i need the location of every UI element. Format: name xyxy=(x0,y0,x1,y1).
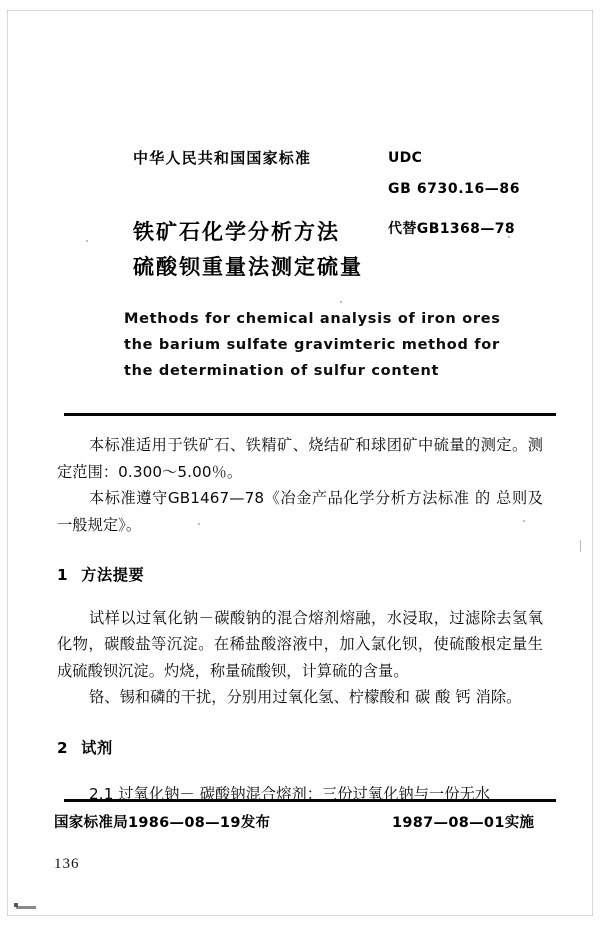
spacer xyxy=(57,589,543,605)
standard-number: GB 6730.16—86 xyxy=(388,181,521,197)
section-1-paragraph-2: 铬、锡和磷的干扰，分别用过氧化氢、柠檬酸和 碳 酸 钙 消除。 xyxy=(89,688,522,706)
scan-speckle xyxy=(340,301,342,303)
document-body xyxy=(57,432,543,808)
english-title-block xyxy=(124,306,524,384)
spacer xyxy=(57,761,543,781)
section-1-paragraph-1: 试样以过氧化钠－碳酸钠的混合熔剂熔融，水浸取，过滤除去氢氧化物，碳酸盐等沉淀。在稀盐酸溶液中，加入氯化钡，使硫酸根定量生成硫酸钡沉淀。灼烧，称量硫酸钡，计算硫的含量。 xyxy=(57,608,543,680)
masthead-right-column xyxy=(388,148,588,239)
masthead-left-column xyxy=(133,148,383,284)
section-heading-2 xyxy=(57,735,543,762)
issue-date: 国家标准局1986—08—19发布 xyxy=(54,815,271,831)
spacer xyxy=(57,711,543,735)
issuing-organization: 中华人民共和国国家标准 xyxy=(133,149,312,167)
english-title-line-1: Methods for chemical analysis of iron ores xyxy=(124,311,501,327)
implementation-date: 1987—08—01实施 xyxy=(392,815,535,831)
supersedes-reference: 代替GB1368—78 xyxy=(388,221,516,237)
scan-speckle xyxy=(580,540,581,552)
scan-speckle xyxy=(86,240,88,242)
spacer xyxy=(57,538,543,562)
english-title-line-2: the barium sulfate gravimteric method for xyxy=(124,337,500,353)
page-number: 136 xyxy=(54,856,80,872)
scan-edge-left xyxy=(7,10,8,916)
page-footer xyxy=(0,812,600,842)
document-title-line-2: 硫酸钡重量法测定硫量 xyxy=(133,255,363,279)
section-2-item-2-1: 2.1 过氧化钠－ 碳酸钠混合熔剂：三份过氧化钠与一份无水 xyxy=(89,785,491,803)
scan-corner-dot xyxy=(14,903,18,907)
section-number-1: 1 xyxy=(57,566,69,584)
scope-paragraph: 本标准适用于铁矿石、铁精矿、烧结矿和球团矿中硫量的测定。测定范围：0.300～5.00％。 xyxy=(57,436,543,481)
english-title-line-3: the determination of sulfur content xyxy=(124,363,440,379)
document-title-line-1: 铁矿石化学分析方法 xyxy=(133,220,340,244)
udc-label: UDC xyxy=(388,150,423,166)
scan-edge-right xyxy=(592,10,593,916)
reference-paragraph: 本标准遵守GB1467—78《冶金产品化学分析方法标准 的 总则及一般规定》。 xyxy=(57,489,543,534)
scan-edge-bottom xyxy=(7,915,593,916)
scan-corner-artifact xyxy=(16,906,36,909)
section-title-2: 试剂 xyxy=(81,738,113,757)
header-divider-rule xyxy=(64,413,556,416)
section-title-1: 方法提要 xyxy=(81,566,145,584)
section-heading-1 xyxy=(57,562,543,589)
section-number-2: 2 xyxy=(57,738,69,757)
scan-edge-top xyxy=(7,10,593,11)
